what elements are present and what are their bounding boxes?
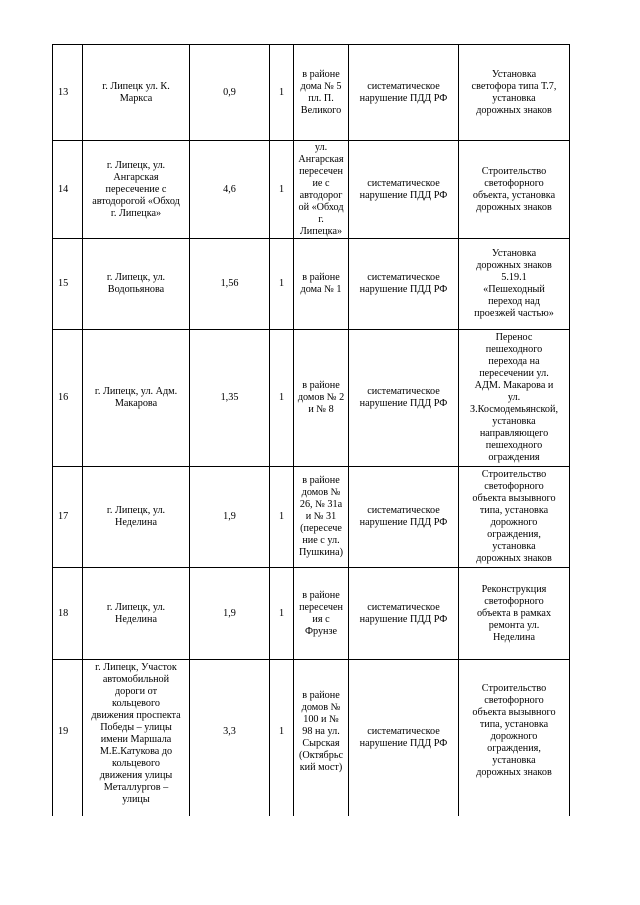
table-row: [53, 239, 570, 330]
table-row: [53, 467, 570, 568]
area-cell: в районе пересечен ия с Фрунзе: [294, 568, 349, 660]
road-safety-table: [52, 44, 570, 816]
value-cell: 1,35: [190, 330, 270, 467]
row-number: 18: [53, 568, 83, 660]
location-cell: г. Липецк, ул. Водопьянова: [83, 239, 190, 330]
value-cell: 1,9: [190, 467, 270, 568]
value-cell: 4,6: [190, 141, 270, 239]
location-cell: г. Липецк, ул. Неделина: [83, 568, 190, 660]
table-row: [53, 45, 570, 141]
value-cell: 1,9: [190, 568, 270, 660]
row-number: 14: [53, 141, 83, 239]
reason-cell: систематическое нарушение ПДД РФ: [349, 568, 459, 660]
measure-cell: Установка светофора типа Т.7, установка дорожных знаков: [459, 45, 570, 141]
table-row: [53, 568, 570, 660]
reason-cell: систематическое нарушение ПДД РФ: [349, 467, 459, 568]
row-number: 13: [53, 45, 83, 141]
location-cell: г. Липецк, ул. Ангарская пересечение с автодорогой «Обход г. Липецка»: [83, 141, 190, 239]
count-cell: 1: [270, 141, 294, 239]
count-cell: 1: [270, 467, 294, 568]
measure-cell: Строительство светофорного объекта, установка дорожных знаков: [459, 141, 570, 239]
count-cell: 1: [270, 568, 294, 660]
reason-cell: систематическое нарушение ПДД РФ: [349, 45, 459, 141]
value-cell: 3,3: [190, 660, 270, 816]
location-cell: г. Липецк, ул. Неделина: [83, 467, 190, 568]
area-cell: ул. Ангарская пересечен ие с автодорог ой «Обход г. Липецка»: [294, 141, 349, 239]
area-cell: в районе дома № 1: [294, 239, 349, 330]
row-number: 19: [53, 660, 83, 816]
count-cell: 1: [270, 660, 294, 816]
location-cell: г. Липецк ул. К. Маркса: [83, 45, 190, 141]
count-cell: 1: [270, 45, 294, 141]
measure-cell: Перенос пешеходного перехода на пересечении ул. АДМ. Макарова и ул. З.Космодемьянской, установка направляющего пешеходного ограждения: [459, 330, 570, 467]
row-number: 17: [53, 467, 83, 568]
table-row: [53, 660, 570, 816]
value-cell: 1,56: [190, 239, 270, 330]
row-number: 16: [53, 330, 83, 467]
reason-cell: систематическое нарушение ПДД РФ: [349, 660, 459, 816]
location-cell: г. Липецк, ул. Адм. Макарова: [83, 330, 190, 467]
area-cell: в районе домов № 26, № 31а и № 31 (пересече ние с ул. Пушкина): [294, 467, 349, 568]
table-row: [53, 141, 570, 239]
area-cell: в районе домов № 100 и № 98 на ул. Сырская (Октябрьс кий мост): [294, 660, 349, 816]
location-cell: г. Липецк, Участок автомобильной дороги от кольцевого движения проспекта Победы – улицы имени Маршала М.Е.Катукова до кольцевого движения улицы Металлургов – улицы: [83, 660, 190, 816]
reason-cell: систематическое нарушение ПДД РФ: [349, 239, 459, 330]
measure-cell: Строительство светофорного объекта вызывного типа, установка дорожного ограждения, установка дорожных знаков: [459, 660, 570, 816]
reason-cell: систематическое нарушение ПДД РФ: [349, 330, 459, 467]
measure-cell: Реконструкция светофорного объекта в рамках ремонта ул. Неделина: [459, 568, 570, 660]
area-cell: в районе дома № 5 пл. П. Великого: [294, 45, 349, 141]
measure-cell: Строительство светофорного объекта вызывного типа, установка дорожного ограждения, установка дорожных знаков: [459, 467, 570, 568]
table-row: [53, 330, 570, 467]
count-cell: 1: [270, 239, 294, 330]
area-cell: в районе домов № 2 и № 8: [294, 330, 349, 467]
value-cell: 0,9: [190, 45, 270, 141]
row-number: 15: [53, 239, 83, 330]
measure-cell: Установка дорожных знаков 5.19.1 «Пешеходный переход над проезжей частью»: [459, 239, 570, 330]
reason-cell: систематическое нарушение ПДД РФ: [349, 141, 459, 239]
count-cell: 1: [270, 330, 294, 467]
